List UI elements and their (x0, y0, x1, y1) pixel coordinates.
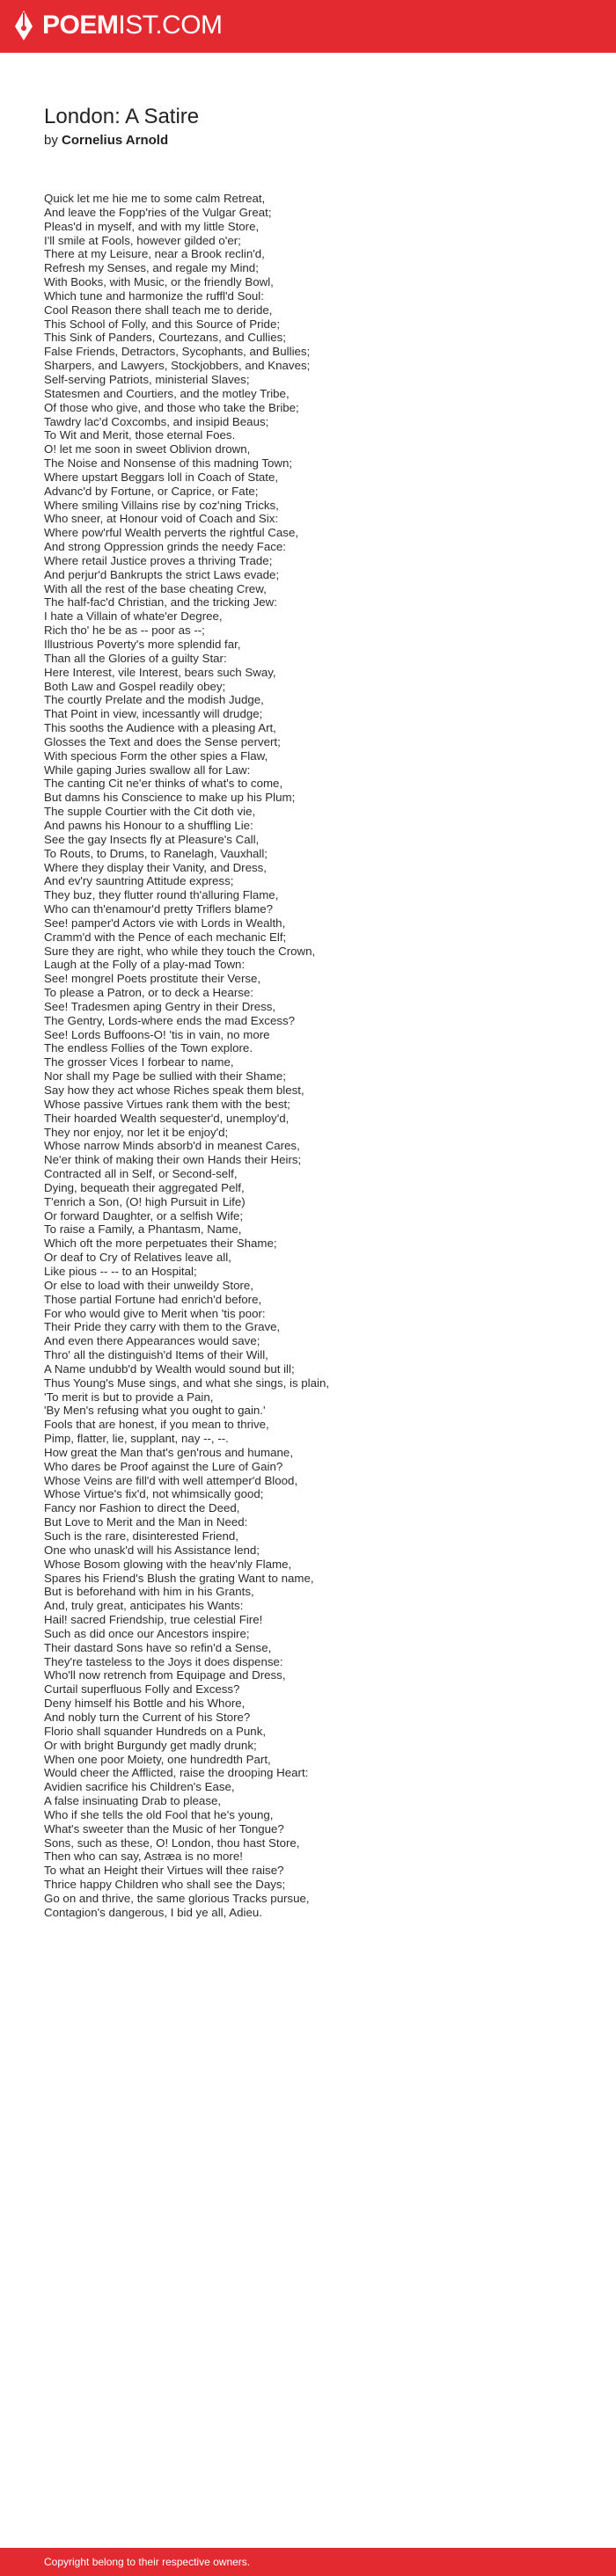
poem-line: When one poor Moiety, one hundredth Part, (44, 1752, 271, 1766)
poem-line: Where upstart Beggars loll in Coach of State, (44, 470, 279, 484)
poem-line: Or else to load with their unweildy Store, (44, 1278, 253, 1292)
poem-line: This School of Folly, and this Source of Pride; (44, 317, 281, 331)
poem-line: This Sink of Panders, Courtezans, and Cullies; (44, 331, 286, 345)
poem-line: Deny himself his Bottle and his Whore, (44, 1697, 246, 1711)
poem-line: See! pamper'd Actors vie with Lords in Wealth, (44, 916, 286, 930)
poem-line: Or forward Daughter, or a selfish Wife; (44, 1208, 244, 1222)
poem-line: The supple Courtier with the Cit doth vie, (44, 805, 256, 819)
poem-header (44, 104, 572, 150)
poem-line: Where smiling Villains rise by coz'ning Tricks, (44, 498, 279, 512)
poem-line: Curtail superfluous Folly and Excess? (44, 1682, 240, 1697)
poem-line: Say how they act whose Riches speak them blest, (44, 1084, 304, 1097)
byline (44, 132, 572, 150)
poem-line: See! mongrel Poets prostitute their Verse, (44, 972, 261, 986)
poem-line: Than all the Glories of a guilty Star: (44, 651, 227, 665)
poem-line: See the gay Insects fly at Pleasure's Call, (44, 832, 260, 846)
poem-line: To what an Height their Virtues will thee raise? (44, 1864, 284, 1878)
poem-line: Sons, such as these, O! London, thou hast Store, (44, 1835, 300, 1850)
poem-line: Statesmen and Courtiers, and the motley Tribe, (44, 386, 290, 400)
poem-line: Spares his Friend's Blush the grating Want to name, (44, 1571, 314, 1585)
poem-line: Whose Veins are fill'd with well attemper'd Blood, (44, 1473, 298, 1487)
poem-line: Sure they are right, who while they touch the Crown, (44, 944, 316, 958)
poem-line: And perjur'd Bankrupts the strict Laws evade; (44, 567, 280, 581)
poem-line: Advanc'd by Fortune, or Caprice, or Fate; (44, 484, 259, 498)
poem-line: Sharpers, and Lawyers, Stockjobbers, and Knaves; (44, 359, 311, 373)
poem-line: Like pious -- -- to an Hospital; (44, 1264, 197, 1278)
poem-line: Or with bright Burgundy get madly drunk; (44, 1738, 257, 1752)
poem-line: Nor shall my Page be sullied with their Shame; (44, 1069, 286, 1084)
poem-line: And pawns his Honour to a shuffling Lie: (44, 818, 253, 832)
poem-line: The half-fac'd Christian, and the tricking Jew: (44, 595, 277, 609)
poem-line: Go on and thrive, the same glorious Tracks pursue, (44, 1891, 310, 1905)
poem-line: Whose narrow Minds absorb'd in meanest Cares, (44, 1139, 300, 1153)
poem-line: With specious Form the other spies a Flaw, (44, 748, 268, 763)
logo-text-light: IST.COM (118, 11, 223, 40)
poem-line: Whose Virtue's fix'd, not whimsically good; (44, 1487, 264, 1501)
poem-line: And even there Appearances would save; (44, 1334, 260, 1348)
poem-body (44, 192, 590, 1920)
poem-line: See! Lords Buffoons-O! 'tis in vain, no more (44, 1027, 270, 1041)
poem-line: Pleas'd in myself, and with my little Store, (44, 219, 260, 233)
poem-line: The canting Cit ne'er thinks of what's to come, (44, 777, 283, 791)
poem-line: Their dastard Sons have so refin'd a Sense, (44, 1640, 272, 1654)
poem-line: And nobly turn the Current of his Store? (44, 1710, 251, 1724)
poem-line: Whose passive Virtues rank them with the best; (44, 1097, 290, 1111)
poem-line: The Gentry, Lords-where ends the mad Excess? (44, 1013, 296, 1027)
poem-line: Glosses the Text and does the Sense pervert; (44, 734, 281, 748)
poem-line: To please a Patron, or to deck a Hearse: (44, 986, 253, 1000)
poem-line: And strong Oppression grinds the needy Face: (44, 540, 286, 554)
poem-line: Illustrious Poverty's more splendid far, (44, 638, 241, 651)
poem-line: Would cheer the Afflicted, raise the drooping Heart: (44, 1766, 309, 1780)
poem-line: What's sweeter than the Music of her Tongue? (44, 1821, 284, 1835)
poem-line: Self-serving Patriots, ministerial Slaves; (44, 372, 250, 386)
poem-line: To raise a Family, a Phantasm, Name, (44, 1222, 242, 1237)
poem-line: T'enrich a Son, (O! high Pursuit in Life) (44, 1194, 246, 1208)
poem-line: Such is the rare, disinterested Friend, (44, 1529, 238, 1543)
poem-line: Hail! sacred Friendship, true celestial Fire! (44, 1613, 263, 1627)
poem-line: I'll smile at Fools, however gilded o'er; (44, 233, 241, 247)
poem-line: To Routs, to Drums, to Ranelagh, Vauxhall; (44, 846, 268, 860)
poem-line: The courtly Prelate and the modish Judge, (44, 693, 264, 707)
poem-line: Quick let me hie me to some calm Retreat, (44, 192, 266, 205)
poem-line: Those partial Fortune had enrich'd before, (44, 1292, 262, 1306)
poem-line: Where retail Justice proves a thriving Trade; (44, 553, 273, 567)
poem-line: Where they display their Vanity, and Dress, (44, 860, 267, 874)
logo-text-bold: POEM (42, 11, 119, 40)
poem-line: While gaping Juries swallow all for Law: (44, 763, 251, 777)
poem-line: There at my Leisure, near a Brook reclin'd, (44, 247, 265, 261)
poem-line: Rich tho' he be as -- poor as --; (44, 624, 205, 638)
poem-line: For who would give to Merit when 'tis poor: (44, 1306, 266, 1320)
poem-line: Thrice happy Children who shall see the Days; (44, 1878, 286, 1892)
poem-line: Florio shall squander Hundreds on a Punk, (44, 1724, 267, 1738)
poem-line: Of those who give, and those who take the Bribe; (44, 400, 299, 414)
poem-line: The grosser Vices I forbear to name, (44, 1055, 234, 1069)
poem-line: Here Interest, vile Interest, bears such Sway, (44, 665, 276, 679)
poem-line: Who'll now retrench from Equipage and Dress, (44, 1668, 286, 1682)
poem-line: Fools that are honest, if you mean to thrive, (44, 1418, 269, 1432)
poem-line: With Books, with Music, or the friendly Bowl, (44, 275, 274, 289)
poem-line: But damns his Conscience to make up his Plum; (44, 791, 296, 805)
poem-line: Laugh at the Folly of a play-mad Town: (44, 958, 246, 972)
poem-line: Thus Young's Muse sings, and what she sings, is plain, (44, 1376, 330, 1390)
poem-line: Both Law and Gospel readily obey; (44, 679, 226, 693)
poem-line: Who if she tells the old Fool that he's young, (44, 1807, 274, 1821)
poem-line: Cramm'd with the Pence of each mechanic Elf; (44, 930, 287, 944)
poem-line: This sooths the Audience with a pleasing Art, (44, 721, 276, 735)
poem-line: 'By Men's refusing what you ought to gain.' (44, 1404, 266, 1418)
poem-line: False Friends, Detractors, Sycophants, and Bullies; (44, 345, 311, 359)
poem-line: And, truly great, anticipates his Wants: (44, 1599, 244, 1613)
poem-line: To Wit and Merit, those eternal Foes. (44, 428, 236, 442)
poem-line: Which oft the more perpetuates their Shame; (44, 1237, 277, 1251)
top-bar (0, 0, 616, 53)
poem-line: They buz, they flutter round th'alluring Flame, (44, 888, 279, 902)
poem-line: And leave the Fopp'ries of the Vulgar Great; (44, 205, 272, 219)
poem-line: How great the Man that's gen'rous and humane, (44, 1445, 294, 1459)
author-link[interactable]: Cornelius Arnold (62, 133, 169, 148)
poem-line: Which tune and harmonize the ruffl'd Soul: (44, 288, 264, 303)
poem-line: Avidien sacrifice his Children's Ease, (44, 1780, 235, 1794)
poem-line: Fancy nor Fashion to direct the Deed, (44, 1501, 240, 1515)
poem-line: With all the rest of the base cheating Crew, (44, 581, 267, 595)
poem-line: Who dares be Proof against the Lure of Gain? (44, 1459, 283, 1473)
poem-line: They're tasteless to the Joys it does dispense: (44, 1654, 283, 1668)
poem-line: Pimp, flatter, lie, supplant, nay --, --. (44, 1432, 229, 1446)
poem-line: But Love to Merit and the Man in Need: (44, 1515, 248, 1529)
poem-line: Who sneer, at Honour void of Coach and Six: (44, 512, 279, 526)
poem-line: See! Tradesmen aping Gentry in their Dress, (44, 999, 276, 1013)
poem-line: Thro' all the distinguish'd Items of their Will, (44, 1348, 268, 1362)
poem-line: O! let me soon in sweet Oblivion drown, (44, 442, 251, 456)
poem-line: Such as did once our Ancestors inspire; (44, 1626, 250, 1640)
poem-line: One who unask'd will his Assistance lend; (44, 1543, 260, 1557)
poem-line: Their hoarded Wealth sequester'd, unemploy'd, (44, 1111, 290, 1125)
poem-line: A false insinuating Drab to please, (44, 1794, 222, 1808)
poem-line: Cool Reason there shall teach me to deride, (44, 303, 273, 317)
poem-line: Refresh my Senses, and regale my Mind; (44, 261, 259, 275)
poem-title: London: A Satire (44, 105, 200, 128)
poem-line: I hate a Villain of whate'er Degree, (44, 609, 223, 624)
logo-text (42, 11, 223, 40)
poem-line: 'To merit is but to provide a Pain, (44, 1390, 214, 1404)
poem-line: Who can th'enamour'd pretty Triflers blame? (44, 902, 274, 916)
poem-line: Where pow'rful Wealth perverts the rightful Case, (44, 526, 299, 540)
byline-prefix: by (44, 133, 58, 148)
poem-line: Tawdry lac'd Coxcombs, and insipid Beaus; (44, 414, 269, 428)
poem-line: Whose Bosom glowing with the heav'nly Flame, (44, 1557, 292, 1571)
poem-line: The endless Follies of the Town explore. (44, 1041, 253, 1055)
poem-line: Their Pride they carry with them to the Grave, (44, 1320, 281, 1334)
poem-line: Dying, bequeath their aggregated Pelf, (44, 1180, 245, 1194)
copyright-text: Copyright belong to their respective owners. (44, 2556, 251, 2568)
poem-line: That Point in view, incessantly will drudge; (44, 707, 263, 721)
poem-line: Ne'er think of making their own Hands their Heirs; (44, 1153, 302, 1167)
poem-line: Or deaf to Cry of Relatives leave all, (44, 1251, 231, 1265)
poem-line: A Name undubb'd by Wealth would sound but ill; (44, 1361, 295, 1376)
footer (0, 2548, 616, 2576)
site-logo[interactable] (14, 11, 223, 40)
poem-line: They nor enjoy, nor let it be enjoy'd; (44, 1125, 229, 1139)
poem-line: Contagion's dangerous, I bid ye all, Adieu. (44, 1905, 262, 1919)
poem-line: But is beforehand with him in his Grants, (44, 1585, 254, 1599)
poem-line: And ev'ry sauntring Attitude express; (44, 874, 234, 888)
poem-line: Contracted all in Self, or Second-self, (44, 1167, 238, 1181)
poem-line: Then who can say, Astræa is no more! (44, 1850, 243, 1864)
pen-nib-icon (14, 11, 33, 40)
poem-line: The Noise and Nonsense of this madning Town; (44, 456, 293, 471)
